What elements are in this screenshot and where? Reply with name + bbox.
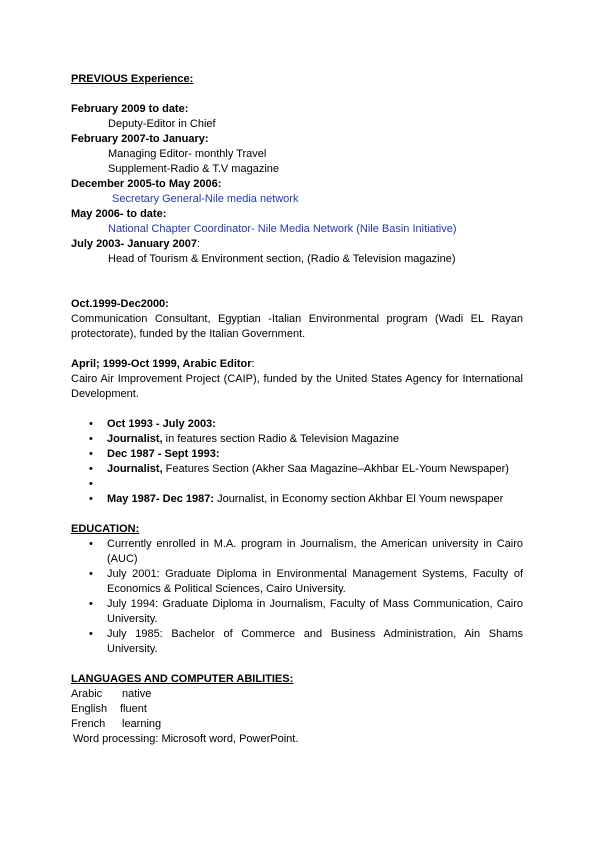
entry-date-suffix: : [251,358,255,370]
entry-line: Supplement-Radio & T.V magazine [108,163,280,175]
list-item: • May 1987- Dec 1987: Journalist, in Economy section Akhbar El Youm newspaper [89,493,504,505]
experience-bullet-list [71,417,523,507]
experience-entry [71,237,523,267]
list-item: • Dec 1987 - Sept 1993: [89,448,220,460]
entry-date: Oct.1999-Dec2000: [71,298,169,310]
languages-heading: LANGUAGES AND COMPUTER ABILITIES: [71,673,294,685]
entry-date: April; 1999-Oct 1999, Arabic Editor [71,358,252,370]
bullet-icon: • [89,478,93,490]
resume-page [71,72,523,747]
list-item: • July 1994: Graduate Diploma in Journalism, Faculty of Mass Communication, Cairo University. [89,598,523,625]
experience-entry [71,102,523,132]
education-heading: EDUCATION: [71,523,140,535]
previous-experience-heading: PREVIOUS Experience: [71,73,194,85]
bullet-icon: • [89,598,93,610]
apr1999-entry [71,357,523,402]
entry-date: May 2006- to date: [71,208,167,220]
language-row: English fluent [71,703,147,715]
list-item: • Journalist, in features section Radio & Television Magazine [89,433,400,445]
bullet-icon: • [89,418,93,430]
entry-line: Deputy-Editor in Chief [108,118,216,130]
entry-date: February 2009 to date: [71,103,189,115]
entry-date-suffix: : [196,238,201,250]
computer-skills: Word processing: Microsoft word, PowerPoint. [73,733,299,745]
bullet-icon: • [89,628,93,640]
bullet-icon: • [89,463,93,475]
list-item [71,477,523,492]
bullet-icon: • [89,448,93,460]
language-row: Arabic native [71,688,152,700]
experience-entry [71,177,523,207]
list-item: • July 2001: Graduate Diploma in Environmental Management Systems, Faculty of Economics & Political Sciences, Cairo University. [89,568,523,595]
list-item: • July 1985: Bachelor of Commerce and Business Administration, Ain Shams University. [89,628,523,655]
language-row: French learning [71,718,162,730]
oct1999-entry [71,297,523,342]
entry-line: Managing Editor- monthly Travel [108,148,267,160]
list-item: • Currently enrolled in M.A. program in Journalism, the American university in Cairo (AUC) [89,538,523,565]
entry-text: Cairo Air Improvement Project (CAIP), funded by the United States Agency for International Development. [71,373,523,400]
education-list [71,537,523,657]
entry-line: Secretary General-Nile media network [112,193,299,205]
experience-entry [71,132,523,177]
list-item: • Journalist, Features Section (Akher Saa Magazine–Akhbar EL-Youm Newspaper) [89,463,509,475]
bullet-icon: • [89,538,93,550]
entry-line: National Chapter Coordinator- Nile Media Network (Nile Basin Initiative) [108,223,457,235]
bullet-icon: • [89,433,93,445]
bullet-icon: • [89,493,93,505]
entry-date: July 2003- January 2007 [71,238,197,250]
list-item: • Oct 1993 - July 2003: [89,418,216,430]
bullet-icon: • [89,568,93,580]
entry-line: Head of Tourism & Environment section, (Radio & Television magazine) [108,253,456,265]
entry-date: February 2007-to January: [71,133,209,145]
entry-date: December 2005-to May 2006: [71,178,222,190]
experience-entry [71,207,523,237]
entry-text: Communication Consultant, Egyptian -Italian Environmental program (Wadi EL Rayan protectorate), funded by the Italian Government. [71,313,523,340]
